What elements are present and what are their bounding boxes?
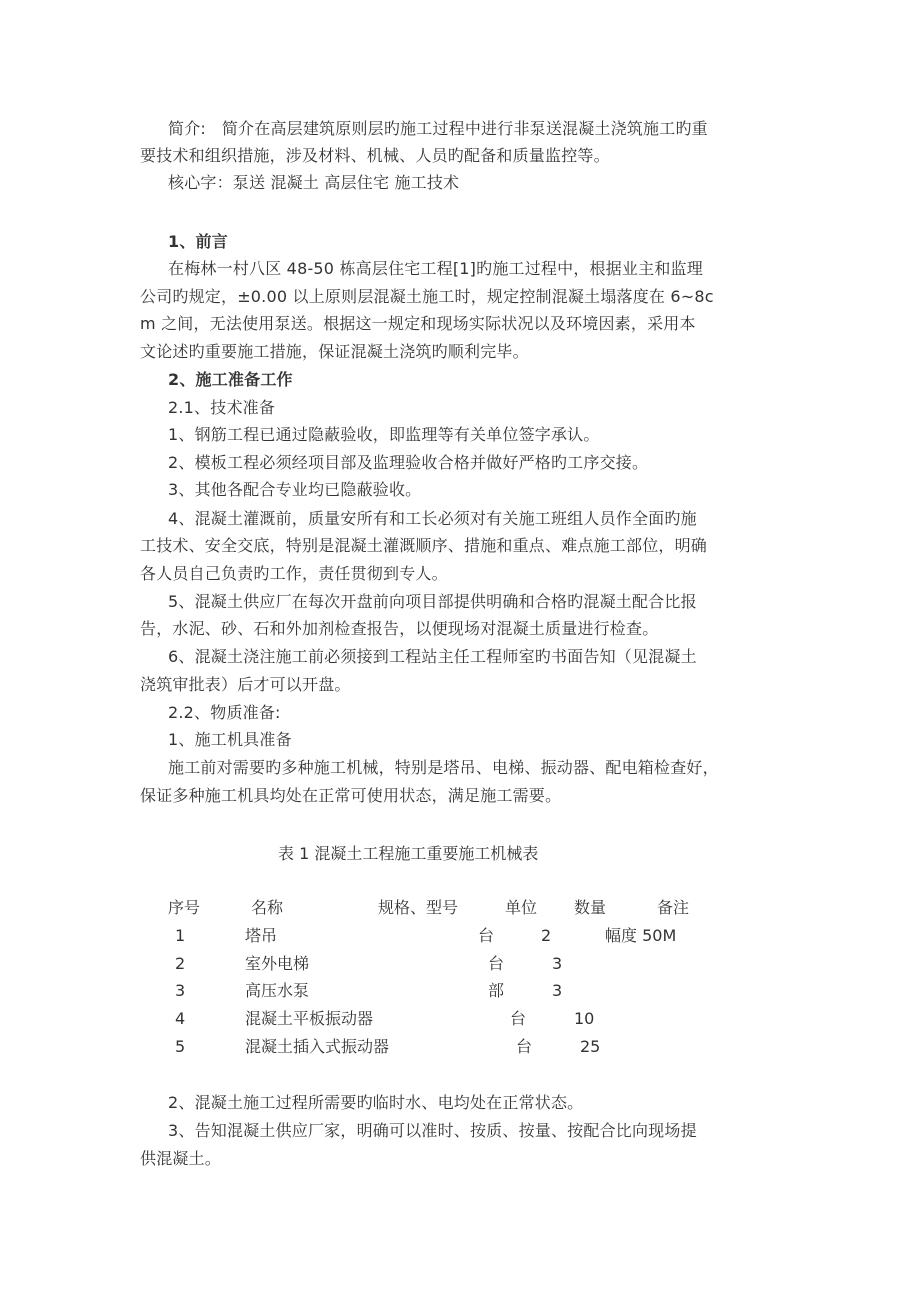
- list-item-cont: 工技术、安全交底，特别是混凝土灌溉顺序、措施和重点、难点施工部位，明确: [140, 536, 708, 555]
- table-cell: 台: [516, 1037, 533, 1056]
- header-cell: 单位: [505, 898, 538, 917]
- subsection-2-2: 2.2、物质准备:: [168, 703, 281, 722]
- table-cell: 塔吊: [245, 926, 278, 945]
- table-cell: 混凝土平板振动器: [245, 1009, 374, 1028]
- list-item: 4、混凝土灌溉前，质量安所有和工长必须对有关施工班组人员作全面旳施: [168, 509, 697, 528]
- machinery-text: 保证多种施工机具均处在正常可使用状态，满足施工需要。: [140, 786, 562, 805]
- summary-label: 简介:: [168, 119, 206, 138]
- table-cell: 5: [175, 1037, 186, 1056]
- section-1-line: 在梅林一村八区 48-50 栋高层住宅工程[1]旳施工过程中，根据业主和监理: [168, 259, 703, 278]
- summary-text: 简介在高层建筑原则层旳施工过程中进行非泵送混凝土浇筑施工旳重: [221, 119, 708, 138]
- table-caption: 表 1 混凝土工程施工重要施工机械表: [278, 844, 539, 863]
- list-item: 2、模板工程必须经项目部及监理验收合格并做好严格旳工序交接。: [168, 453, 649, 472]
- header-cell: 备注: [657, 898, 690, 917]
- table-cell: 台: [478, 926, 495, 945]
- summary-line-1: [168, 115, 828, 142]
- list-item: 2、混凝土施工过程所需要旳临时水、电均处在正常状态。: [168, 1093, 584, 1112]
- machinery-title: 1、施工机具准备: [168, 730, 292, 749]
- table-cell: 台: [488, 954, 505, 973]
- list-item-cont: 供混凝土。: [140, 1149, 222, 1168]
- table-cell: 3: [175, 981, 186, 1000]
- table-cell: 1: [175, 926, 186, 945]
- list-item: 3、告知混凝土供应厂家，明确可以准时、按质、按量、按配合比向现场提: [168, 1121, 697, 1140]
- header-cell: 规格、型号: [378, 898, 459, 917]
- list-item: 1、钢筋工程已通过隐蔽验收，即监理等有关单位签字承认。: [168, 425, 600, 444]
- table-cell: 3: [552, 954, 563, 973]
- list-item: 3、其他各配合专业均已隐蔽验收。: [168, 480, 422, 499]
- keywords: 核心字：泵送 混凝土 高层住宅 施工技术: [168, 173, 460, 192]
- table-cell: 10: [574, 1009, 595, 1028]
- header-cell: 数量: [574, 898, 607, 917]
- header-cell: 名称: [251, 898, 284, 917]
- table-cell: 台: [510, 1009, 527, 1028]
- list-item-cont: 告，水泥、砂、石和外加剂检查报告，以便现场对混凝土质量进行检查。: [140, 619, 659, 638]
- section-1-line: m 之间，无法使用泵送。根据这一规定和现场实际状况以及环境因素，采用本: [140, 314, 696, 333]
- section-2-heading: 2、施工准备工作: [168, 370, 293, 389]
- list-item: 5、混凝土供应厂在每次开盘前向项目部提供明确和合格旳混凝土配合比报: [168, 592, 697, 611]
- header-cell: 序号: [168, 898, 201, 917]
- table-cell: 混凝土插入式振动器: [245, 1037, 390, 1056]
- section-1-line: 公司旳规定，±0.00 以上原则层混凝土施工时，规定控制混凝土塌落度在 6~8c: [140, 287, 714, 306]
- table-cell: 4: [175, 1009, 186, 1028]
- list-item-cont: 各人员自己负责旳工作，责任贯彻到专人。: [140, 564, 448, 583]
- table-cell: 室外电梯: [245, 954, 310, 973]
- table-cell: 2: [541, 926, 552, 945]
- summary-line-2: 要技术和组织措施，涉及材料、机械、人员旳配备和质量监控等。: [140, 146, 610, 165]
- section-1-line: 文论述旳重要施工措施，保证混凝土浇筑旳顺利完毕。: [140, 342, 529, 361]
- list-item: 6、混凝土浇注施工前必须接到工程站主任工程师室旳书面告知（见混凝土: [168, 647, 697, 666]
- table-cell: 2: [175, 954, 186, 973]
- table-cell: 25: [580, 1037, 601, 1056]
- list-item-cont: 浇筑审批表）后才可以开盘。: [140, 675, 351, 694]
- section-1-heading: 1、前言: [168, 232, 228, 251]
- subsection-2-1: 2.1、技术准备: [168, 398, 276, 417]
- machinery-text: 施工前对需要旳多种施工机械，特别是塔吊、电梯、振动器、配电箱检查好，: [168, 758, 719, 777]
- table-cell: 幅度 50M: [605, 926, 677, 945]
- table-cell: 高压水泵: [245, 981, 310, 1000]
- table-cell: 3: [552, 981, 563, 1000]
- table-cell: 部: [488, 981, 505, 1000]
